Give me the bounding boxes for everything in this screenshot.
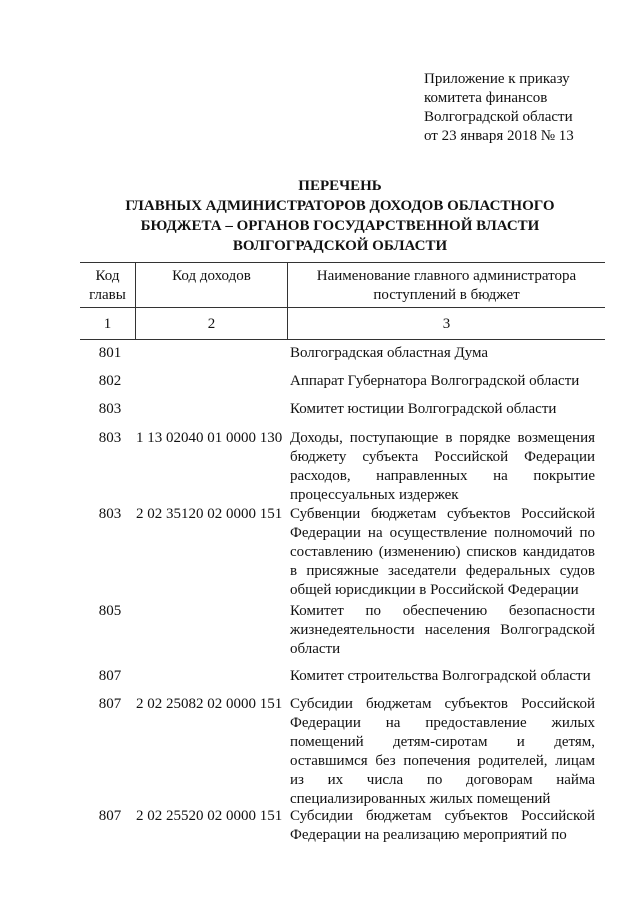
document-title <box>60 176 620 256</box>
administrator-name: Субсидии бюджетам субъектов Российской Федерации на предоставление жилых помещений детям-сиротам и детям, оставшимся без попечения родителей, лицам из их числа по договорам найма специализированных жилых помещений <box>290 696 595 807</box>
chapter-code: 803 <box>98 401 122 417</box>
table-header <box>80 262 605 340</box>
appendix-line: Приложение к приказу <box>424 71 570 87</box>
administrator-name: Аппарат Губернатора Волгоградской области <box>290 373 580 389</box>
chapter-code: 801 <box>98 345 122 361</box>
chapter-code: 803 <box>98 506 122 522</box>
chapter-code: 805 <box>98 603 122 619</box>
administrator-name: Доходы, поступающие в порядке возмещения бюджету субъекта Российской Федерации расходов, направленных на покрытие процессуальных издержек <box>290 430 595 503</box>
header-chapter-code: Код главы <box>89 268 126 303</box>
chapter-code: 807 <box>98 808 122 824</box>
chapter-code: 802 <box>98 373 122 389</box>
administrator-name: Комитет юстиции Волгоградской области <box>290 401 557 417</box>
appendix-line: комитета финансов <box>424 90 548 106</box>
title-line: ГЛАВНЫХ АДМИНИСТРАТОРОВ ДОХОДОВ ОБЛАСТНОГО <box>125 198 555 214</box>
appendix-line: Волгоградской области <box>424 109 573 125</box>
column-number-1: 1 <box>103 316 112 332</box>
administrator-name: Комитет строительства Волгоградской области <box>290 668 591 684</box>
chapter-code: 807 <box>98 696 122 712</box>
column-number-3: 3 <box>442 316 451 332</box>
column-number-2: 2 <box>207 316 216 332</box>
administrator-name: Волгоградская областная Дума <box>290 345 489 361</box>
chapter-code: 803 <box>98 430 122 446</box>
income-code: 2 02 25520 02 0000 151 <box>136 808 283 824</box>
title-line: БЮДЖЕТА – ОРГАНОВ ГОСУДАРСТВЕННОЙ ВЛАСТИ <box>140 218 540 234</box>
income-code: 2 02 25082 02 0000 151 <box>136 696 283 712</box>
appendix-note <box>424 70 624 146</box>
chapter-code: 807 <box>98 668 122 684</box>
income-code: 1 13 02040 01 0000 130 <box>136 430 283 446</box>
administrator-name: Субсидии бюджетам субъектов Российской Федерации на реализацию мероприятий по <box>290 808 595 843</box>
header-income-code: Код доходов <box>172 268 251 284</box>
appendix-line: от 23 января 2018 № 13 <box>424 128 574 144</box>
header-administrator-name: Наименование главного администратора поступлений в бюджет <box>316 268 577 303</box>
header-divider <box>80 307 605 308</box>
title-line: ПЕРЕЧЕНЬ <box>298 178 382 194</box>
title-line: ВОЛГОГРАДСКОЙ ОБЛАСТИ <box>232 238 448 254</box>
income-code: 2 02 35120 02 0000 151 <box>136 506 283 522</box>
administrator-name: Субвенции бюджетам субъектов Российской Федерации на осуществление полномочий по составлению (изменению) списков кандидатов в присяжные заседатели федеральных судов общей юрисдикции в Российской Федерации <box>290 506 595 598</box>
administrator-name: Комитет по обеспечению безопасности жизнедеятельности населения Волгоградской области <box>290 603 595 657</box>
